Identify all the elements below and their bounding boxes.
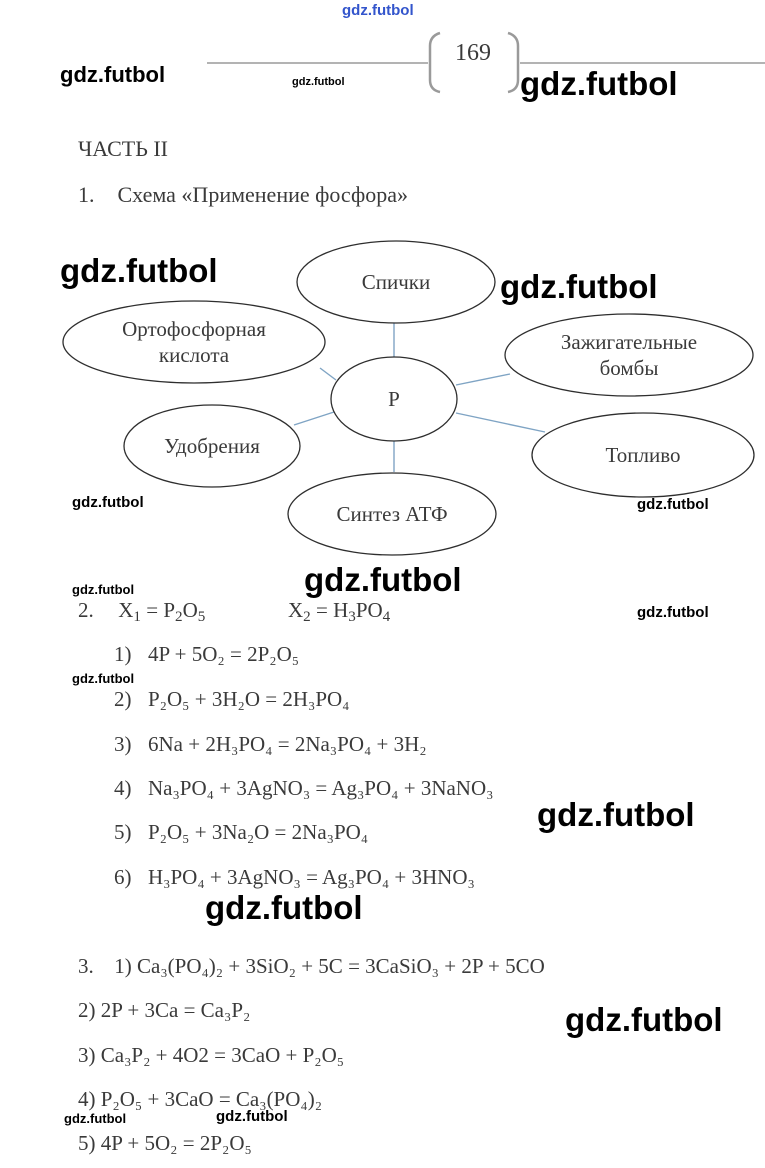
watermark-4: gdz.futbol: [637, 496, 709, 513]
task2-reaction-1: 1) 4P + 5O₂ = 2P₂O₅: [114, 642, 300, 666]
task3-reaction-2: 2) 2P + 3Ca = Ca₃P₂: [78, 998, 251, 1022]
task2-reaction-6: 6) H₃PO₄ + 3AgNO₃ = Ag₃PO₄ + 3HNO₃: [114, 865, 475, 889]
task1-title: Схема «Применение фосфора»: [117, 182, 408, 207]
diagram-label-left-top-line1: Ортофосфорная: [122, 317, 266, 341]
watermark-9: gdz.futbol: [537, 796, 695, 833]
section-title: ЧАСТЬ II: [78, 136, 168, 161]
watermark-header-left: gdz.futbol: [60, 62, 166, 87]
task3-reaction-4: 4) P₂O₅ + 3CaO = Ca₃(PO₄)₂: [78, 1087, 323, 1111]
diagram-label-bottom: Синтез АТФ: [336, 502, 448, 526]
task3-reaction-5: 5) 4P + 5O₂ = 2P₂O₅: [78, 1131, 252, 1155]
diagram-label-left-bottom: Удобрения: [164, 434, 260, 458]
watermark-12: gdz.futbol: [64, 1111, 127, 1126]
watermark-5: gdz.futbol: [304, 561, 462, 598]
watermark-3: gdz.futbol: [72, 494, 144, 511]
watermark-6: gdz.futbol: [72, 582, 135, 597]
task1-heading: [78, 182, 408, 208]
watermark-top: gdz.futbol: [342, 2, 414, 19]
watermark-header-small: gdz.futbol: [292, 76, 345, 88]
diagram-label-left-top: [63, 316, 325, 368]
watermark-1: gdz.futbol: [60, 252, 218, 289]
diagram-label-center: P: [388, 387, 400, 411]
diagram-label-right-bottom: Топливо: [605, 443, 681, 467]
task3-reaction-3: 3) Ca₃P₂ + 4O2 = 3CaO + P₂O₅: [78, 1043, 345, 1067]
task2-reaction-4: 4) Na₃PO₄ + 3AgNO₃ = Ag₃PO₄ + 3NaNO₃: [114, 776, 494, 800]
task3-number: 3.: [78, 954, 94, 978]
task2-reaction-2: 2) P₂O₅ + 3H₂O = 2H₃PO₄: [114, 687, 350, 711]
page-number: 169: [455, 40, 491, 66]
watermark-10: gdz.futbol: [205, 889, 363, 926]
task2-reaction-3: 3) 6Na + 2H₃PO₄ = 2Na₃PO₄ + 3H₂: [114, 732, 427, 756]
diagram-label-right-top-line1: Зажигательные: [560, 330, 698, 354]
task2-x2: $X_2 = H_3PO_4$: [288, 598, 391, 625]
page-number-bracket-left: [430, 33, 440, 92]
task1-number: 1.: [78, 182, 95, 207]
task3-reaction-1: 3. 1) Ca₃(PO₄)₂ + 3SiO₂ + 5C = 3CaSiO₃ + 2P + 5CO: [78, 954, 545, 978]
watermark-7: gdz.futbol: [637, 604, 709, 621]
diagram-label-left-top-line2: кислота: [158, 343, 230, 367]
watermark-13: gdz.futbol: [216, 1108, 288, 1125]
task2-number: 2.: [78, 598, 94, 622]
watermark-8: gdz.futbol: [72, 671, 135, 686]
task2-x1: $X_1 = P_2O_5$: [118, 598, 206, 625]
task2-header: [78, 598, 205, 623]
diagram-label-top: Спички: [361, 270, 431, 294]
watermark-11: gdz.futbol: [565, 1001, 723, 1038]
diagram-label-right-top: [505, 329, 753, 381]
task2-reaction-5: 5) P₂O₅ + 3Na₂O = 2Na₃PO₄: [114, 820, 369, 844]
watermark-2: gdz.futbol: [500, 268, 658, 305]
watermark-header-right: gdz.futbol: [520, 65, 678, 102]
diagram-label-right-top-line2: бомбы: [599, 356, 659, 380]
page-number-bracket-right: [508, 33, 518, 92]
